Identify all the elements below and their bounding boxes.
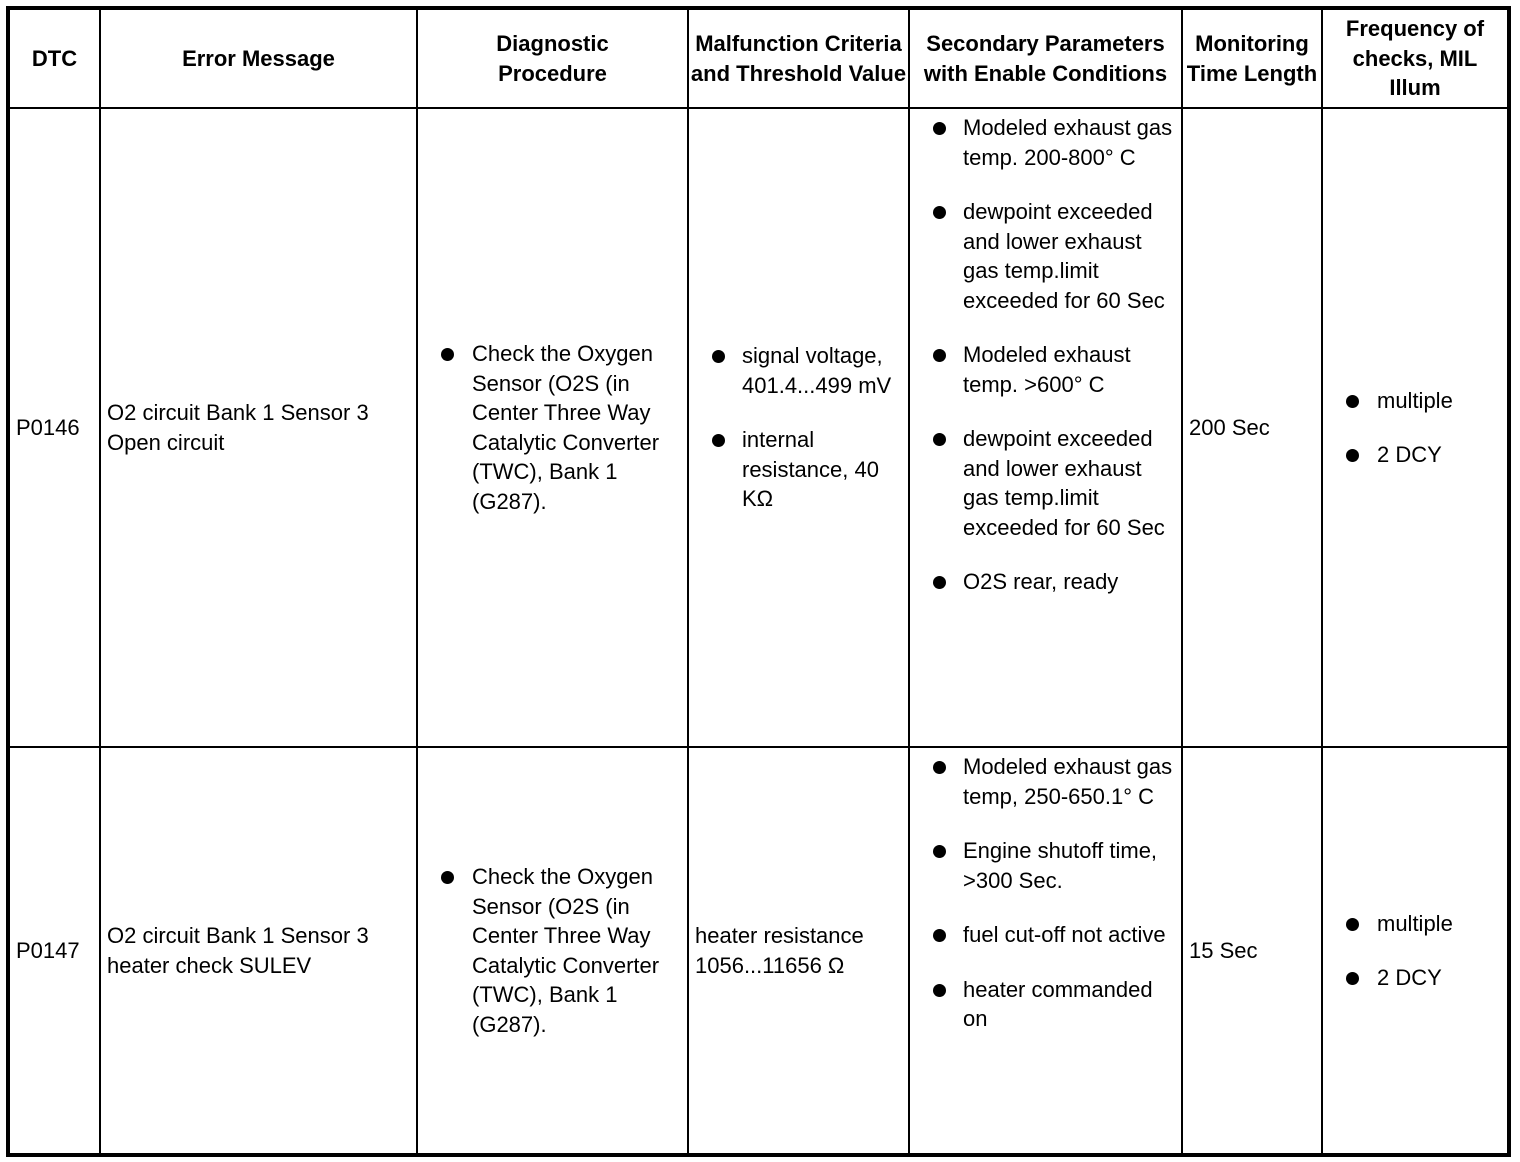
header-error-message: Error Message (100, 8, 417, 108)
bullet-item: multiple (1323, 386, 1507, 416)
bullet-item: Check the Oxygen Sensor (O2S (in Center Three Way Catalytic Converter (TWC), Bank 1 (G287). (418, 862, 687, 1039)
bullet-item: Engine shutoff time, >300 Sec. (910, 836, 1181, 895)
bullet-item: 2 DCY (1323, 963, 1507, 993)
bullet-item: Modeled exhaust gas temp, 250-650.1° C (910, 752, 1181, 811)
bullet-item: dewpoint exceeded and lower exhaust gas temp.limit exceeded for 60 Sec (910, 424, 1181, 542)
monitoring-time: 15 Sec (1182, 747, 1322, 1155)
bullet-item: Modeled exhaust temp. >600° C (910, 340, 1181, 399)
bullet-item: dewpoint exceeded and lower exhaust gas temp.limit exceeded for 60 Sec (910, 197, 1181, 315)
frequency (1322, 108, 1509, 747)
dtc-code: P0146 (8, 108, 100, 747)
monitoring-time: 200 Sec (1182, 108, 1322, 747)
header-dtc: DTC (8, 8, 100, 108)
header-diagnostic-procedure: Diagnostic Procedure (417, 8, 688, 108)
header-row (8, 8, 1509, 108)
diagnostic-procedure (417, 747, 688, 1155)
bullet-item: multiple (1323, 909, 1507, 939)
bullet-item: O2S rear, ready (910, 567, 1181, 597)
bullet-item: signal voltage, 401.4...499 mV (689, 341, 908, 400)
table-row (8, 747, 1509, 1155)
secondary-parameters (909, 747, 1182, 1155)
bullet-item: internal resistance, 40 KΩ (689, 425, 908, 514)
bullet-item: 2 DCY (1323, 440, 1507, 470)
malfunction-criteria (688, 108, 909, 747)
frequency (1322, 747, 1509, 1155)
dtc-table (6, 6, 1511, 1157)
header-secondary-parameters: Secondary Parameters with Enable Conditions (909, 8, 1182, 108)
error-message: O2 circuit Bank 1 Sensor 3 heater check SULEV (100, 747, 417, 1155)
table-row (8, 108, 1509, 747)
bullet-item: fuel cut-off not active (910, 920, 1181, 950)
secondary-parameters (909, 108, 1182, 747)
header-monitoring-time: Monitoring Time Length (1182, 8, 1322, 108)
malfunction-criteria: heater resistance 1056...11656 Ω (688, 747, 909, 1155)
bullet-item: Modeled exhaust gas temp. 200-800° C (910, 113, 1181, 172)
dtc-code: P0147 (8, 747, 100, 1155)
error-message: O2 circuit Bank 1 Sensor 3 Open circuit (100, 108, 417, 747)
header-frequency: Frequency of checks, MIL Illum (1322, 8, 1509, 108)
bullet-item: heater commanded on (910, 975, 1181, 1034)
header-malfunction-criteria: Malfunction Criteria and Threshold Value (688, 8, 909, 108)
bullet-item: Check the Oxygen Sensor (O2S (in Center Three Way Catalytic Converter (TWC), Bank 1 (G287). (418, 339, 687, 516)
diagnostic-procedure (417, 108, 688, 747)
